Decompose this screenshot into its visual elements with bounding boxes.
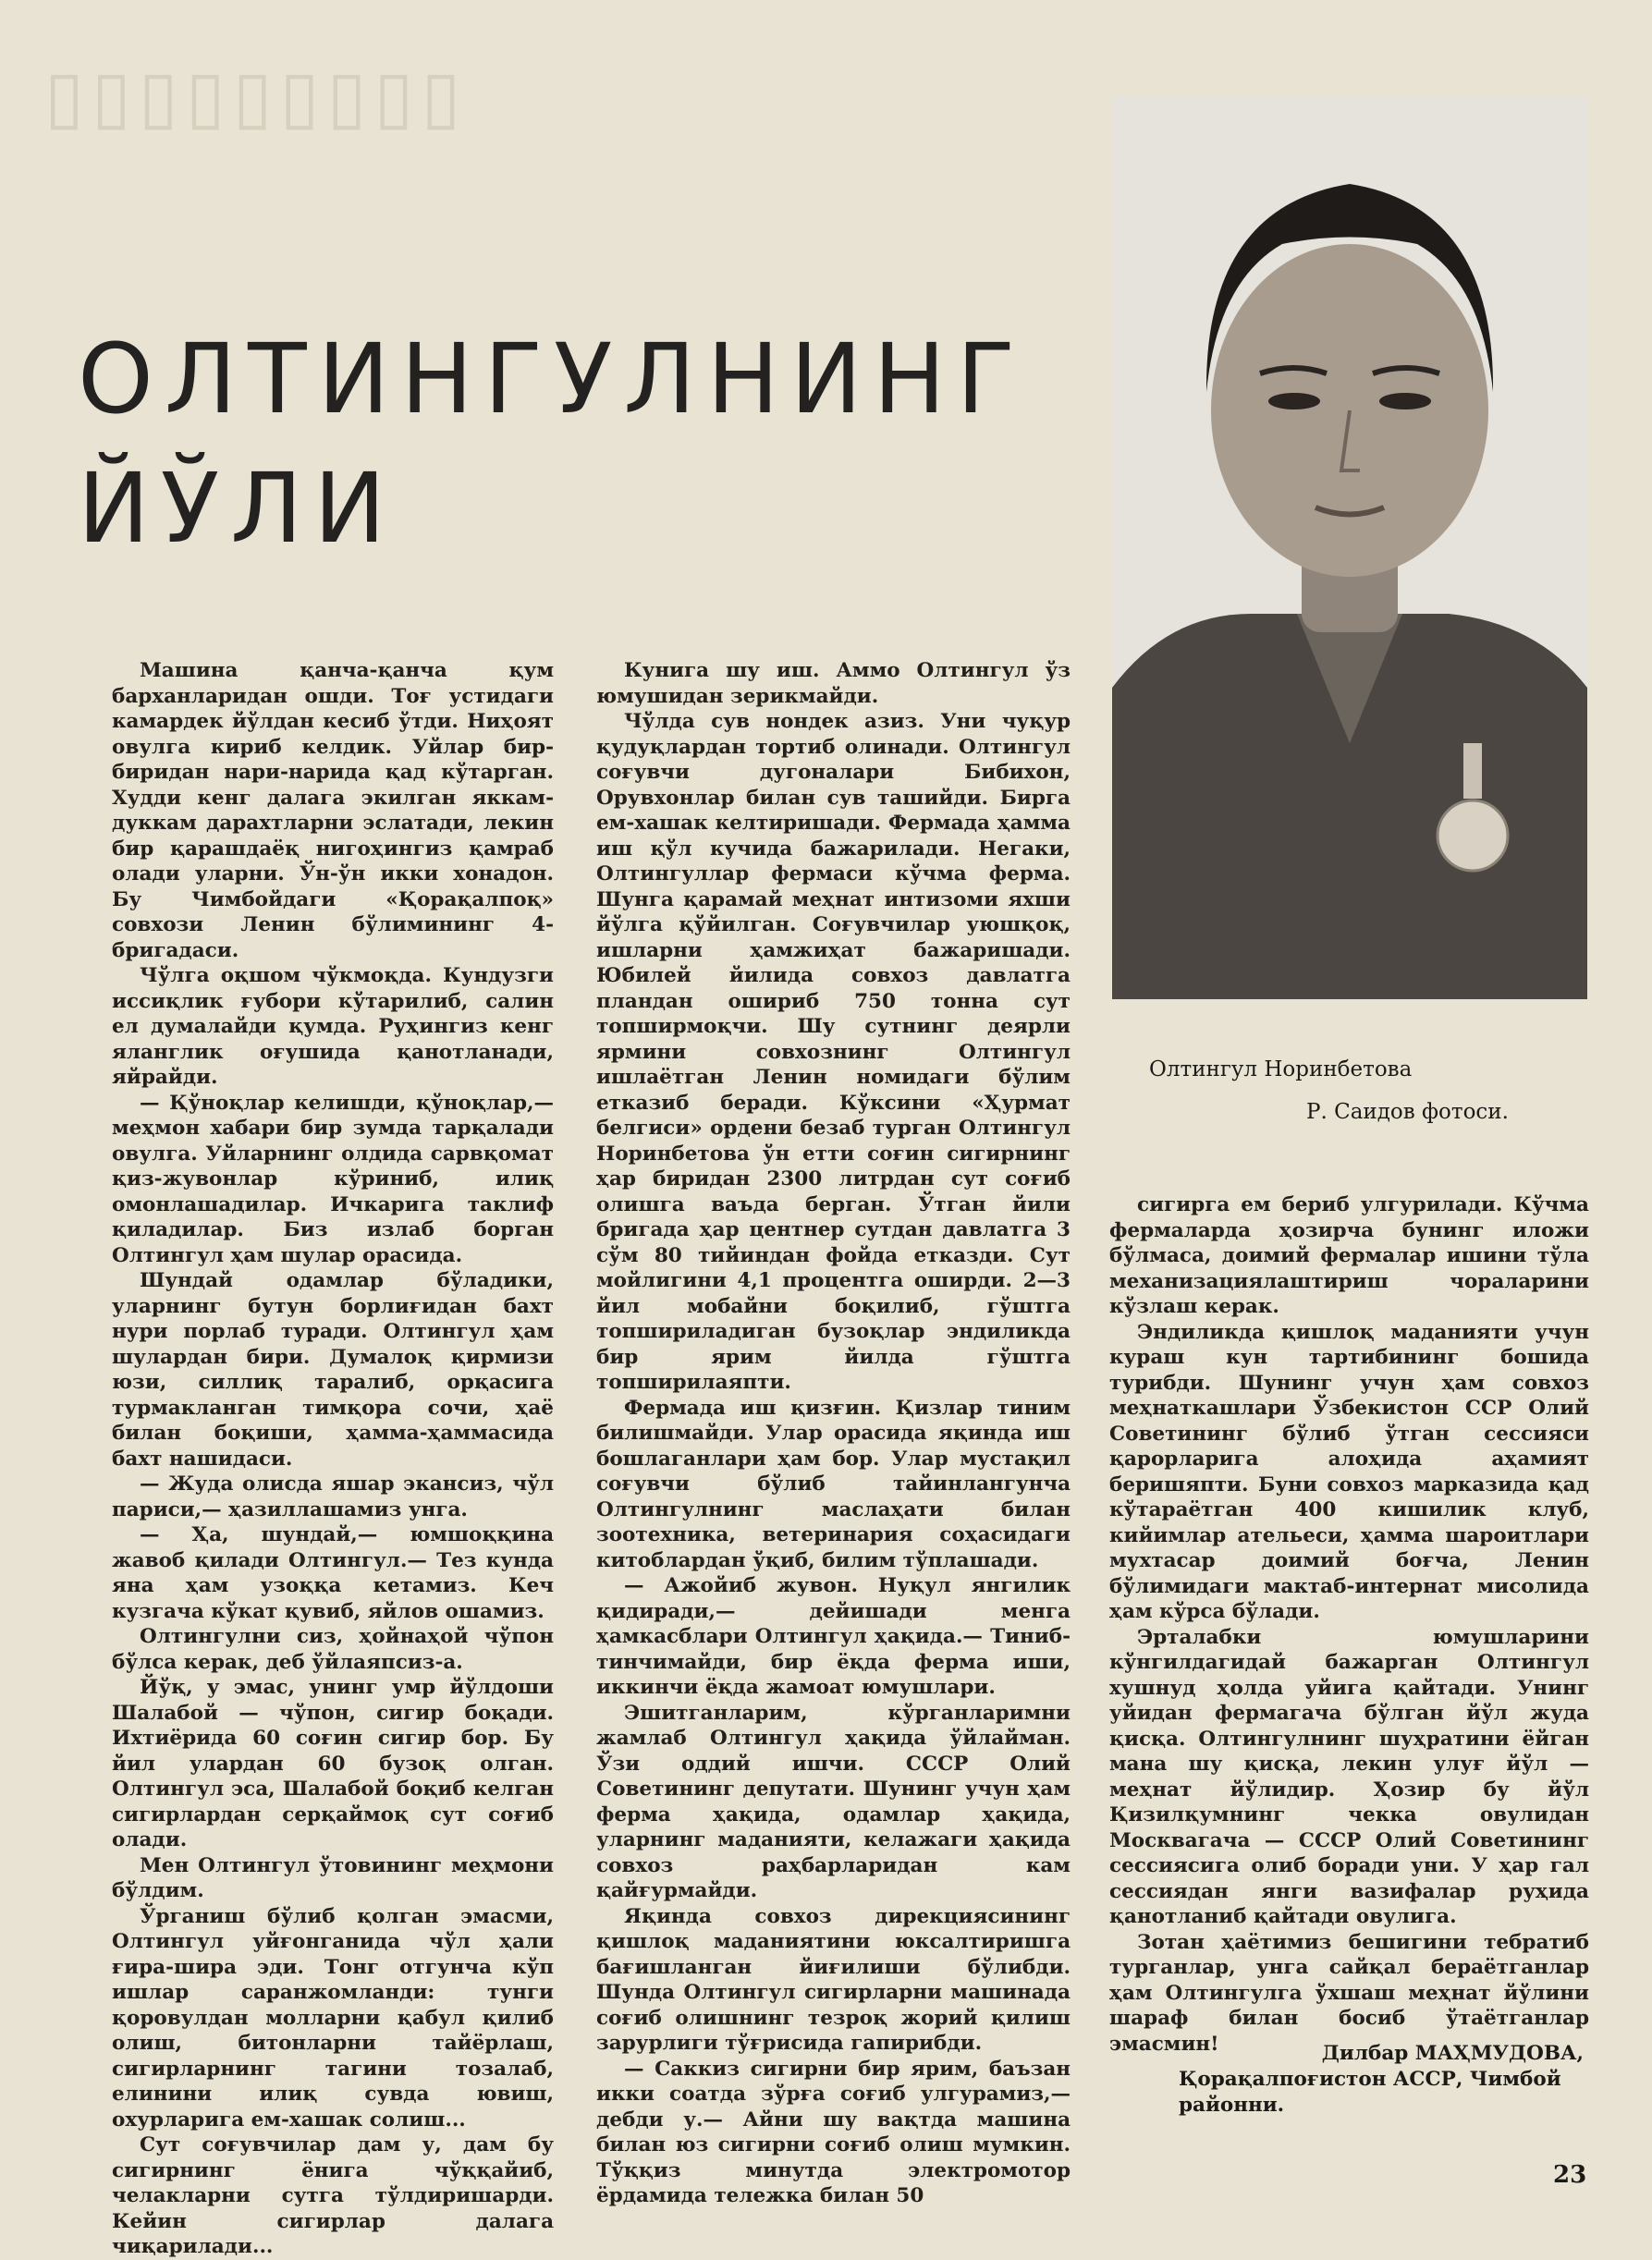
paragraph: — Ҳа, шундай,— юмшоққина жавоб қилади Олтингул.— Тез кунда яна ҳам узоққа кетамиз. Кеч кузгача кўкат қувиб, яйлов ошамиз. (112, 1523, 554, 1623)
article-title-line-1: ОЛТИНГУЛНИНГ (78, 323, 1027, 435)
paragraph: Чўлга оқшом чўкмоқда. Кундузги иссиқлик ғубори кўтарилиб, салин ел думалайди қумда. Руҳингиз кенг яланглик оғушида қанотланади, яйрайди. (112, 964, 554, 1089)
paragraph: Йўқ, у эмас, унинг умр йўлдоши Шалабой — чўпон, сигир боқади. Ихтиёрида 60 соғин сигир бор. Бу йил улардан 60 бузоқ олган. Олтингул эса, Шалабой боқиб келган сигирлардан серқаймоқ сут соғиб олади. (112, 1676, 554, 1851)
article-title (78, 314, 1026, 573)
paragraph: Зотан ҳаётимиз бешигини тебратиб турганлар, унга сайқал бераётганлар ҳам Олтингулга ўхшаш меҳнат йўлини шараф билан босиб ўтаётганлар эмасмин! (1109, 1930, 1589, 2056)
article-title-line-2: ЙЎЛИ (78, 452, 398, 565)
paragraph: Мен Олтингул ўтовининг меҳмони бўлдим. (112, 1853, 554, 1902)
paragraph: Эндиликда қишлоқ маданияти учун кураш кун тартибининг бошида турибди. Шунинг учун ҳам совхоз меҳнаткашлари Ўзбекистон ССР Олий Советининг бўлиб ўтган сессияси қарорларига алоҳида аҳамият беришяпти. Буни совхоз марказида қад кўтараётган 400 кишилик клуб, кийимлар ательеси, ҳамма шароитлари мухтасар доимий боғча, Ленин бўлимидаги мактаб-интернат мисолида ҳам кўрса бўлади. (1109, 1320, 1589, 1623)
paragraph: Чўлда сув нондек азиз. Уни чуқур қудуқлардан тортиб олинади. Олтингул соғувчи дугоналари Бибихон, Орувхонлар билан сув ташийди. Бирга ем-хашак келтиришади. Фермада ҳамма иш қўл кучида бажарилади. Негаки, Олтингуллар фермаси кўчма ферма. Шунга қарамай меҳнат интизоми яхши йўлга қўйилган. Соғувчилар уюшқоқ, ишларни ҳамжиҳат бажаришади. Юбилей йилида совхоз давлатга пландан ошириб 750 тонна сут топширмоқчи. Шу сутнинг деярли ярмини совхознинг Олтингул ишлаётган Ленин номидаги бўлим етказиб беради. Кўксини «Ҳурмат белгиси» ордени безаб турган Олтингул Норинбетова ўн етти соғин сигирнинг ҳар биридан 2300 литрдан сут соғиб олишга ваъда берган. Ўтган йили бригада ҳар центнер сутдан давлатга 3 сўм 80 тийиндан фойда етказди. Сут мойлигини 4,1 процентга оширди. 2—3 йил мобайни боқилиб, гўштга топшириладиган бузоқлар эндиликда бир ярим йилда гўштга топширилаяпти. (596, 710, 1071, 1394)
paragraph: Машина қанча-қанча қум барханларидан ошди. Тоғ устидаги камардек йўлдан кесиб ўтди. Ниҳоят овулга кириб келдик. Уйлар бир-биридан нари-нарида қад кўтарган. Худди кенг далага экилган яккам-дуккам дарахтларни эслатади, лекин бир қарашдаёқ нигоҳингиз қамраб олади уларни. Ўн-ўн икки хонадон. Бу Чимбойдаги «Қорақалпоқ» совхози Ленин бўлимининг 4-бригадаси. (112, 659, 554, 962)
text-column-1 (112, 658, 554, 2260)
paragraph: Сут соғувчилар дам у, дам бу сигирнинг ёнига чўққайиб, челакларни сутга тўлдиришарди. Кейин сигирлар далага чиқарилади... (112, 2133, 554, 2258)
author-name: Дилбар МАҲМУДОВА, (1321, 2042, 1584, 2065)
portrait-photo (1112, 96, 1587, 999)
author-place-line-2: районни. (1179, 2094, 1285, 2117)
paragraph: Кунига шу иш. Аммо Олтингул ўз юмушидан зерикмайди. (596, 659, 1071, 708)
paragraph: Эрталабки юмушларини кўнгилдагидай бажарган Олтингул хушнуд ҳолда уйига қайтади. Унинг уйидан фермагача бўлган йўл жуда қисқа. Олтингулнинг шуҳратини ёйган мана шу қисқа, лекин улуғ йўл — меҳнат йўлидир. Ҳозир бу йўл Қизилқумнинг чекка овулидан Москвагача — СССР Олий Советининг сессиясига олиб боради уни. У ҳар гал сессиядан янги вазифалар руҳида қанотланиб қайтади овулига. (1109, 1625, 1589, 1928)
paragraph: — Саккиз сигирни бир ярим, баъзан икки соатда зўрға соғиб улгурамиз,— дебди у.— Айни шу вақтда машина билан юз сигирни соғиб олиш мумкин. Тўққиз минутда электромотор ёрдамида тележка билан 50 (596, 2057, 1071, 2207)
text-column-3 (1109, 1192, 1589, 2057)
paragraph: Эшитганларим, кўрганларимни жамлаб Олтингул ҳақида ўйлайман. Ўзи оддий ишчи. СССР Олий Советининг депутати. Шунинг учун ҳам ферма ҳақида, одамлар ҳақида, уларнинг маданияти, келажаги ҳақида совхоз раҳбарларидан кам қайғурмайди. (596, 1701, 1071, 1902)
paragraph: Ўрганиш бўлиб қолган эмасми, Олтингул уйғонганида чўл ҳали ғира-шира эди. Тонг отгунча кўп ишлар саранжомланди: тунги қоровулдан молларни қабул қилиб олиш, битонларни тайёрлаш, сигирларнинг тагини тозалаб, елинини илиқ сувда ювиш, охурларига ем-хашак солиш... (112, 1904, 554, 2132)
reverse-page-show-through: ▯▯▯▯▯▯▯▯▯ (37, 55, 461, 139)
photo-caption: Олтингул Норинбетова (1149, 1057, 1413, 1081)
paragraph: сигирга ем бериб улгурилади. Кўчма фермаларда ҳозирча бунинг иложи бўлмаса, доимий фермалар ишини тўла механизациялаштириш чораларини кўзлаш керак. (1109, 1193, 1589, 1318)
text-column-2 (596, 658, 1071, 2209)
paragraph: Яқинда совхоз дирекциясининг қишлоқ маданиятини юксалтиришга бағишланган йиғилиши бўлибди. Шунда Олтингул сигирларни машинада соғиб олишнинг тезроқ жорий қилиш зарурлиги тўғрисида гапирибди. (596, 1904, 1071, 2055)
paragraph: — Жуда олисда яшар экансиз, чўл париси,— ҳазиллашамиз унга. (112, 1472, 554, 1521)
paragraph: — Қўноқлар келишди, қўноқлар,— меҳмон хабари бир зумда тарқалади овулга. Уйларнинг олдида сарвқомат қиз-жувонлар кўриниб, илиқ омонлашадилар. Ичкарига таклиф қиладилар. Биз излаб борган Олтингул ҳам шулар орасида. (112, 1091, 554, 1267)
paragraph: Фермада иш қизғин. Қизлар тиним билишмайди. Улар орасида яқинда иш бошлаганлари ҳам бор. Улар мустақил соғувчи бўлиб тайинлангунча Олтингулнинг маслаҳати билан зоотехника, ветеринария соҳасидаги китоблардан ўқиб, билим тўплашади. (596, 1396, 1071, 1572)
paragraph: Олтингулни сиз, ҳойнаҳой чўпон бўлса керак, деб ўйлаяпсиз-а. (112, 1625, 554, 1674)
paragraph: — Ажойиб жувон. Нуқул янгилик қидиради,— дейишади менга ҳамкасблари Олтингул ҳақида.— Тиниб-тинчимайди, бир ёқда ферма иши, иккинчи ёқда жамоат юмушлари. (596, 1574, 1071, 1699)
paragraph: Шундай одамлар бўладики, уларнинг бутун борлиғидан бахт нури порлаб туради. Олтингул ҳам шулардан бири. Думалоқ қирмизи юзи, силлиқ таралиб, орқасига турмакланган тимқора сочи, ҳаё билан боқиши, ҳамма-ҳаммасида бахт нашидаси. (112, 1269, 554, 1471)
author-signature (1105, 2041, 1584, 2119)
photo-credit: Р. Саидов фотоси. (1306, 1100, 1509, 1124)
portrait-illustration (1112, 96, 1587, 999)
author-place: Қорақалпоғистон АССР, Чимбой (1179, 2068, 1561, 2091)
page-number: 23 (1553, 2161, 1587, 2189)
